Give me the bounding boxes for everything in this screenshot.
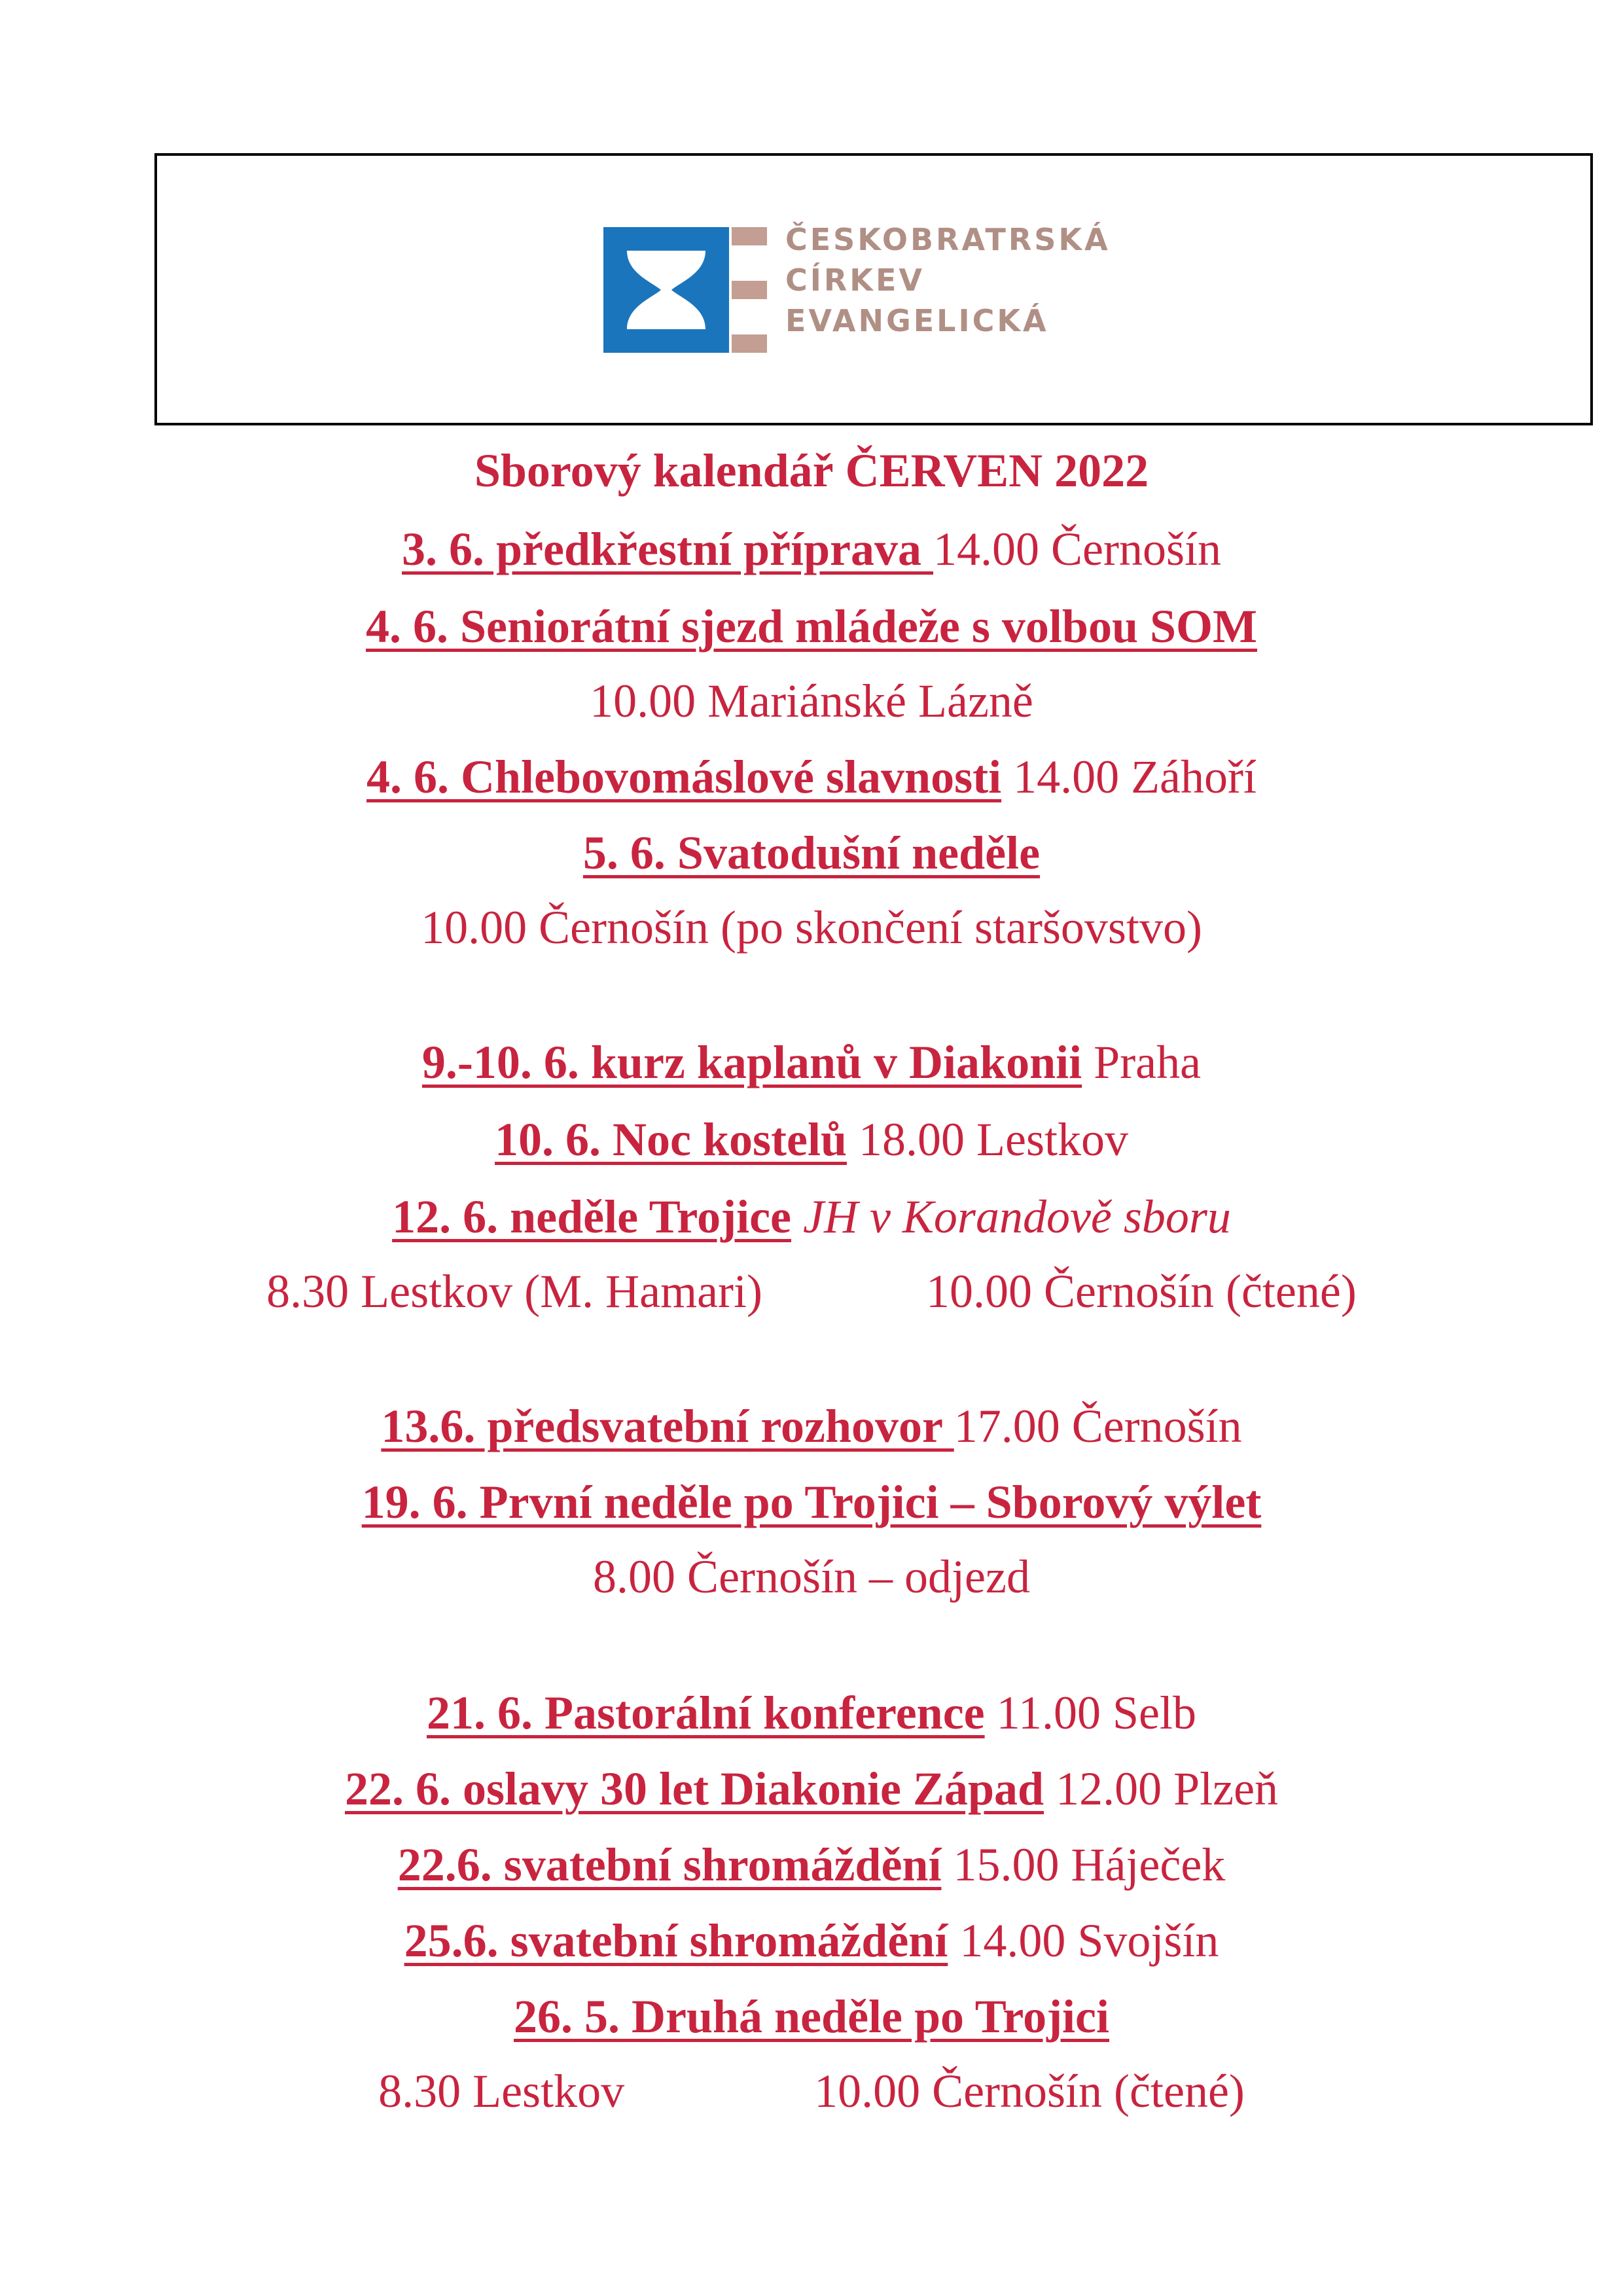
service-time-left: 8.30 Lestkov (M. Hamari) xyxy=(266,1265,762,1318)
entry-title: 4. 6. Chlebovomáslové slavnosti xyxy=(366,751,1002,803)
calendar-entry xyxy=(0,1475,1623,1530)
service-times xyxy=(0,2064,1623,2119)
entry-title: 19. 6. První neděle po Trojici – Sborový výlet xyxy=(361,1476,1262,1528)
entry-title: 21. 6. Pastorální konference xyxy=(427,1687,985,1739)
entry-title: 22. 6. oslavy 30 let Diakonie Západ xyxy=(344,1763,1044,1815)
service-time-right: 10.00 Černošín (čtené) xyxy=(926,1265,1357,1318)
calendar-entry xyxy=(0,522,1623,577)
entry-detail: 10.00 Mariánské Lázně xyxy=(590,675,1033,727)
church-name-line: CÍRKEV xyxy=(785,262,925,298)
page-title: Sborový kalendář ČERVEN 2022 xyxy=(474,444,1149,497)
entry-title: 4. 6. Seniorátní sjezd mládeže s volbou SOM xyxy=(366,600,1257,653)
entry-title: 26. 5. Druhá neděle po Trojici xyxy=(513,1990,1110,2043)
church-name-line: EVANGELICKÁ xyxy=(785,303,1049,338)
entry-detail: 11.00 Selb xyxy=(984,1687,1196,1739)
service-time-left: 8.30 Lestkov xyxy=(378,2065,625,2117)
calendar-entry xyxy=(0,1914,1623,1968)
entry-title: 5. 6. Svatodušní neděle xyxy=(582,827,1041,879)
church-name xyxy=(785,219,1111,341)
entry-title: 10. 6. Noc kostelů xyxy=(495,1113,847,1166)
calendar-entry xyxy=(0,901,1623,955)
calendar-entry xyxy=(0,1762,1623,1816)
entry-detail: 10.00 Černošín (po skončení staršovstvo) xyxy=(421,901,1202,954)
entry-detail: 17.00 Černošín xyxy=(954,1400,1242,1452)
calendar-entry xyxy=(0,1113,1623,1167)
church-name-line: ČESKOBRATRSKÁ xyxy=(785,222,1111,257)
calendar-entry xyxy=(0,1838,1623,1892)
entry-detail: 15.00 Háječek xyxy=(941,1839,1226,1891)
calendar-entry xyxy=(0,1550,1623,1604)
calendar-entry xyxy=(0,750,1623,804)
calendar-entry xyxy=(0,674,1623,728)
calendar-entry xyxy=(0,1686,1623,1740)
entry-detail: JH v Korandově sboru xyxy=(791,1191,1231,1243)
service-times xyxy=(0,1265,1623,1319)
calendar-entry xyxy=(0,1399,1623,1454)
calendar-entry xyxy=(0,1990,1623,2044)
calendar-entry xyxy=(0,826,1623,880)
entry-detail: 18.00 Lestkov xyxy=(847,1113,1128,1166)
entry-detail: Praha xyxy=(1082,1036,1202,1088)
calendar-entry xyxy=(0,1035,1623,1090)
church-logo-icon xyxy=(603,227,767,353)
calendar-entry xyxy=(0,1190,1623,1244)
entry-detail: 14.00 Záhoří xyxy=(1001,751,1257,803)
calendar-entry xyxy=(0,600,1623,654)
entry-title: 9.-10. 6. kurz kaplanů v Diakonii xyxy=(421,1036,1082,1088)
entry-title: 13.6. předsvatební rozhovor xyxy=(381,1400,954,1452)
entry-title: 25.6. svatební shromáždění xyxy=(404,1914,948,1967)
entry-detail: 14.00 Svojšín xyxy=(948,1914,1219,1967)
entry-title: 3. 6. předkřestní příprava xyxy=(402,523,934,575)
entry-detail: 8.00 Černošín – odjezd xyxy=(593,1551,1030,1603)
entry-detail: 14.00 Černošín xyxy=(933,523,1221,575)
entry-title: 22.6. svatební shromáždění xyxy=(397,1839,942,1891)
entry-title: 12. 6. neděle Trojice xyxy=(392,1191,791,1243)
entry-detail: 12.00 Plzeň xyxy=(1044,1763,1279,1815)
service-time-right: 10.00 Černošín (čtené) xyxy=(814,2065,1245,2117)
